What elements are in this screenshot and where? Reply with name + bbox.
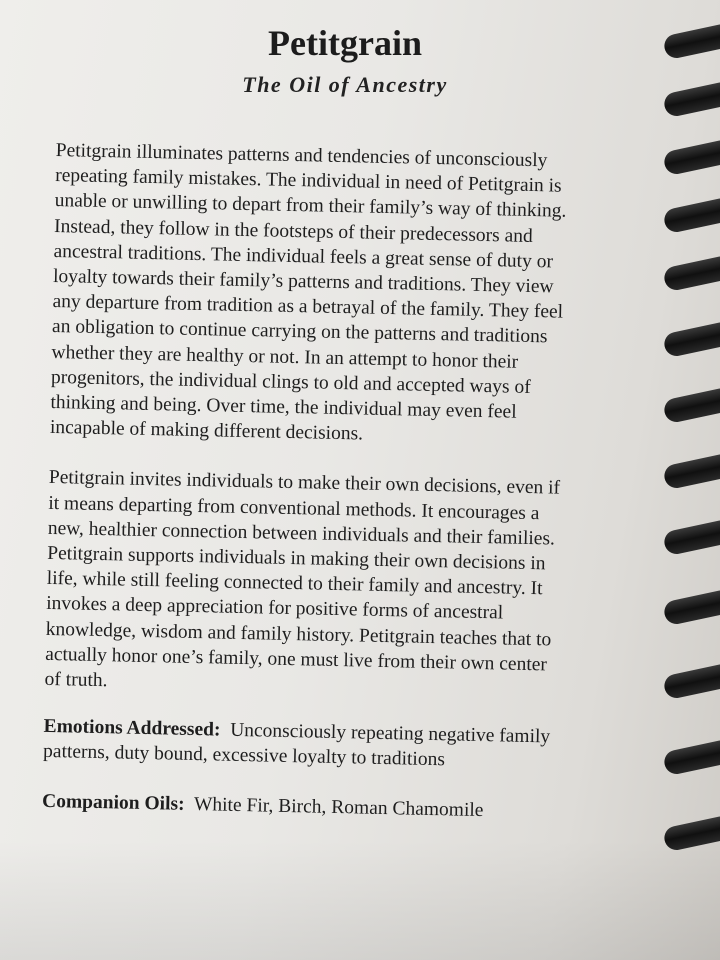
emotions-text: Unconsciously repeating negative family	[229, 720, 551, 748]
text-line: incapable of making different decisions.	[49, 417, 364, 445]
coil	[662, 664, 720, 700]
page-subtitle: The Oil of Ancestry	[242, 72, 448, 97]
text-line: life, while still feeling connected to their family and ancestry. It	[46, 568, 543, 600]
coil	[662, 82, 720, 118]
emotions-label: Emotions Addressed:	[43, 716, 221, 741]
companion-text: White Fir, Birch, Roman Chamomile	[193, 793, 484, 821]
emotions-text: patterns, duty bound, excessive loyalty to traditions	[42, 741, 446, 771]
coil	[662, 590, 720, 626]
text-line: any departure from tradition as a betrayal of the family. They feel	[52, 291, 564, 323]
text-line: actually honor one’s family, one must live from their own center	[44, 643, 548, 676]
companion-oils	[42, 789, 632, 827]
text-line: Petitgrain invites individuals to make their own decisions, even if	[48, 467, 561, 500]
text-line: loyalty towards their family’s patterns and traditions. They view	[52, 265, 554, 298]
text-line: progenitors, the individual clings to old and accepted ways of	[50, 366, 531, 398]
text-line: new, healthier connection between individuals and their families.	[47, 517, 556, 550]
text-line: it means departing from conventional methods. It encourages a	[48, 492, 540, 524]
text-line: thinking and being. Over time, the individual may even feel	[50, 391, 517, 423]
text-line: of truth.	[44, 668, 108, 692]
text-line: Petitgrain supports individuals in making their own decisions in	[47, 542, 546, 575]
paragraph-2	[44, 465, 639, 704]
text-line: Instead, they follow in the footsteps of their predecessors and	[53, 215, 533, 247]
page-content	[42, 138, 646, 826]
spiral-binding	[650, 0, 720, 960]
text-line: ancestral traditions. The individual feels a great sense of duty or	[53, 240, 554, 273]
text-line: whether they are healthy or not. In an attempt to honor their	[51, 341, 519, 373]
page-title: Petitgrain	[268, 23, 422, 63]
coil	[662, 454, 720, 490]
coil	[662, 256, 720, 292]
text-line: knowledge, wisdom and family history. Petitgrain teaches that to	[45, 618, 552, 651]
paragraph-1	[50, 138, 646, 453]
text-line: unable or unwilling to depart from their family’s way of thinking.	[54, 190, 567, 223]
text-line: an obligation to continue carrying on the patterns and traditions	[51, 316, 548, 348]
companion-label: Companion Oils:	[41, 790, 185, 815]
text-line: Petitgrain illuminates patterns and tendencies of unconsciously	[55, 139, 548, 172]
text-line: repeating family mistakes. The individual in need of Petitgrain is	[54, 165, 562, 197]
page-shadow	[0, 840, 720, 960]
coil	[662, 140, 720, 176]
text-line: invokes a deep appreciation for positive forms of ancestral	[46, 593, 504, 624]
coil	[662, 198, 720, 234]
coil	[662, 388, 720, 424]
coil	[662, 24, 720, 60]
coil	[662, 520, 720, 556]
coil	[662, 322, 720, 358]
coil	[662, 740, 720, 776]
emotions-addressed	[43, 714, 634, 777]
coil	[662, 816, 720, 852]
